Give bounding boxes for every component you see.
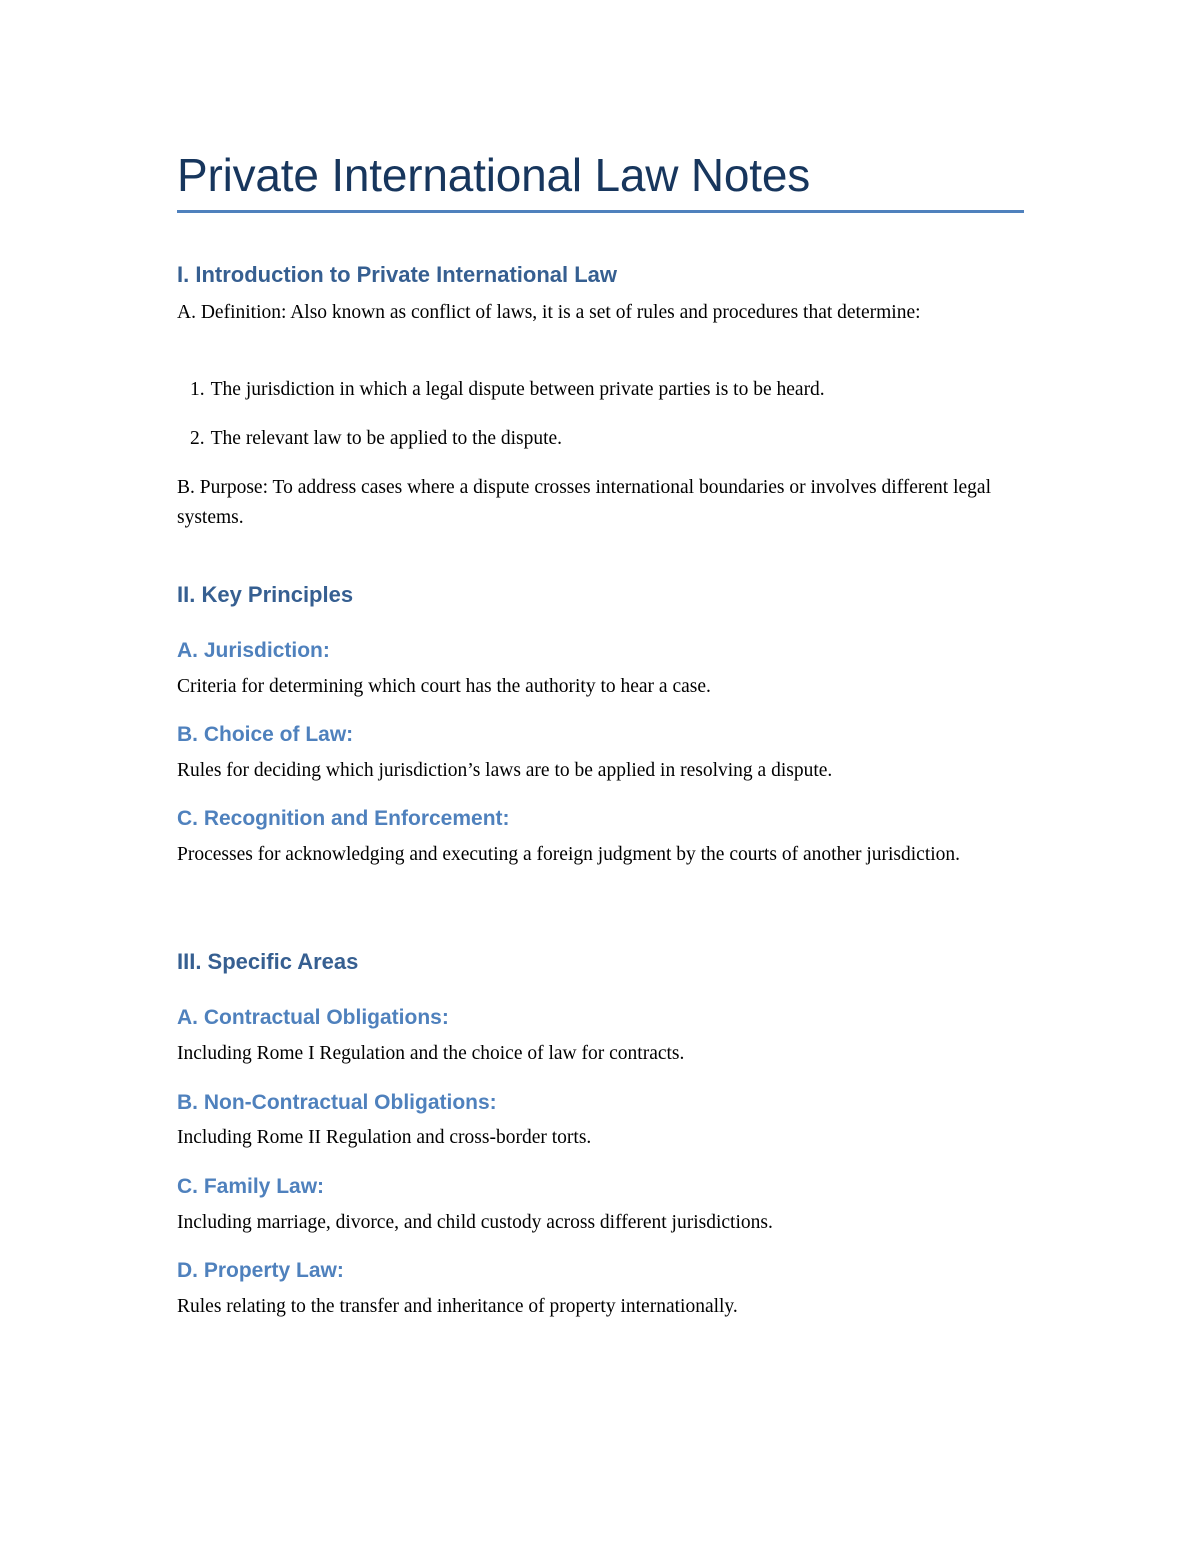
subsection-property-law-text: Rules relating to the transfer and inheritance of property internationally.	[177, 1296, 738, 1317]
list-item-text: The relevant law to be applied to the dispute.	[210, 428, 563, 449]
subsection-jurisdiction-text: Criteria for determining which court has the authority to hear a case.	[177, 676, 711, 697]
subsection-recognition-text: Processes for acknowledging and executing a foreign judgment by the courts of another jurisdiction.	[177, 844, 961, 865]
list-item-2	[190, 424, 562, 454]
section-3-heading: III. Specific Areas	[177, 949, 359, 974]
list-item-text: The jurisdiction in which a legal dispute between private parties is to be heard.	[210, 379, 825, 400]
document-body	[177, 0, 1024, 1553]
subsection-non-contractual-heading: B. Non-Contractual Obligations:	[177, 1091, 497, 1114]
list-item-1	[190, 375, 825, 405]
subsection-recognition-heading: C. Recognition and Enforcement:	[177, 807, 510, 830]
definition-paragraph: A. Definition: Also known as conflict of laws, it is a set of rules and procedures that determine:	[177, 302, 921, 323]
section-2-heading: II. Key Principles	[177, 582, 354, 607]
purpose-paragraph: B. Purpose: To address cases where a dispute crosses international boundaries or involves different legal systems.	[177, 477, 991, 528]
subsection-contractual-text: Including Rome I Regulation and the choice of law for contracts.	[177, 1043, 685, 1064]
subsection-contractual-heading: A. Contractual Obligations:	[177, 1006, 449, 1029]
section-1-heading: I. Introduction to Private International Law	[177, 262, 618, 287]
list-item-number: 1.	[190, 379, 205, 400]
list-item-number: 2.	[190, 428, 205, 449]
subsection-non-contractual-text: Including Rome II Regulation and cross-border torts.	[177, 1127, 592, 1148]
subsection-family-law-text: Including marriage, divorce, and child custody across different jurisdictions.	[177, 1212, 773, 1233]
subsection-family-law-heading: C. Family Law:	[177, 1175, 325, 1198]
subsection-property-law-heading: D. Property Law:	[177, 1259, 344, 1282]
subsection-choice-of-law-heading: B. Choice of Law:	[177, 723, 354, 746]
subsection-jurisdiction-heading: A. Jurisdiction:	[177, 639, 330, 662]
document-title: Private International Law Notes	[177, 149, 811, 201]
subsection-choice-of-law-text: Rules for deciding which jurisdiction’s laws are to be applied in resolving a dispute.	[177, 760, 833, 781]
